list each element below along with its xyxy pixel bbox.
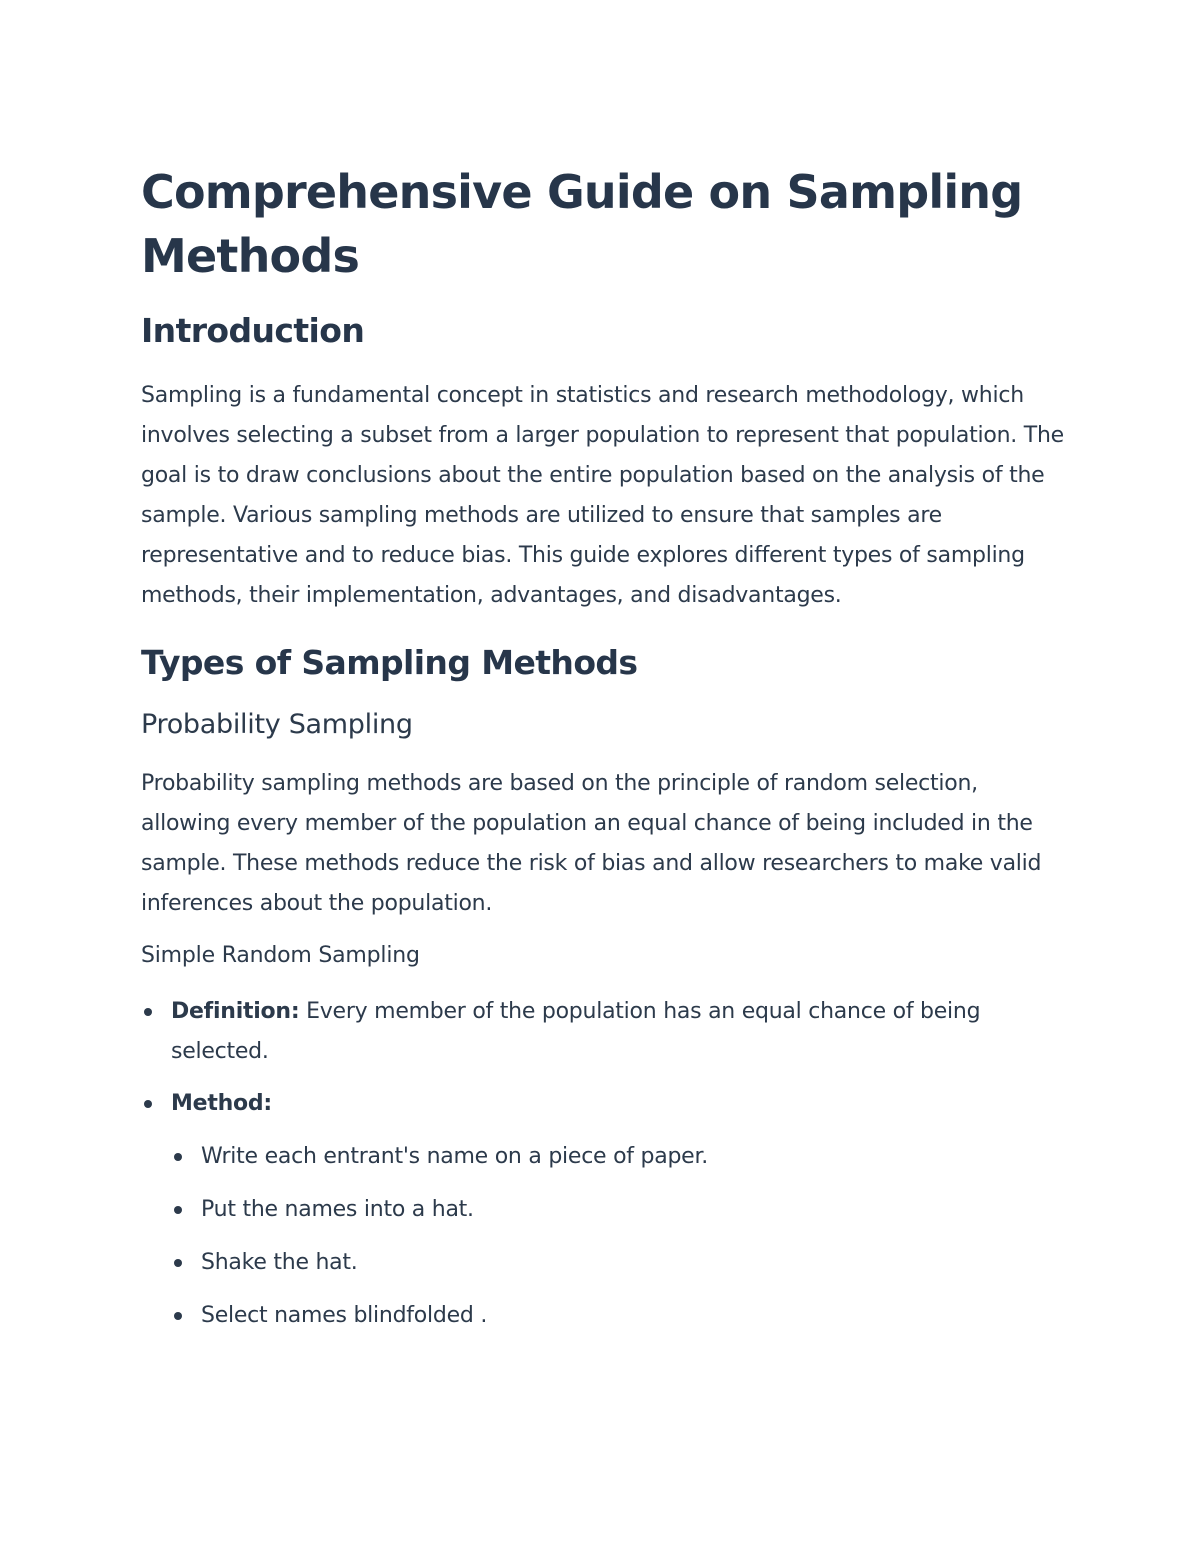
method-step-text: Write each entrant's name on a piece of paper.: [201, 1144, 708, 1169]
method-step-item: [171, 1243, 1066, 1283]
bullet-icon: [144, 1008, 152, 1016]
method-step-item: [171, 1190, 1066, 1230]
bullet-icon: [174, 1153, 182, 1161]
types-heading: Types of Sampling Methods: [141, 643, 638, 682]
definition-label: Definition:: [171, 999, 300, 1024]
bullet-icon: [144, 1100, 152, 1108]
introduction-paragraph: Sampling is a fundamental concept in statistics and research methodology, which involves selecting a subset from a larger population to represent that population. The goal is to draw conclusions about the entire population based on the analysis of the sample. Various sampling methods are utilized to ensure that samples are representative and to reduce bias. This guide explores different types of sampling methods, their implementation, advantages, and disadvantages.: [141, 383, 1064, 608]
simple-random-sampling-heading: Simple Random Sampling: [141, 943, 420, 968]
method-label: Method:: [171, 1091, 272, 1116]
method-step-text: Shake the hat.: [201, 1250, 358, 1275]
definition-text: Every member of the population has an equal chance of being selected.: [171, 999, 981, 1064]
bullet-icon: [174, 1259, 182, 1267]
bullet-icon: [174, 1312, 182, 1320]
method-step-text: Put the names into a hat.: [201, 1197, 474, 1222]
introduction-heading: Introduction: [141, 311, 365, 350]
method-step-item: [171, 1296, 1066, 1336]
document-title: Comprehensive Guide on Sampling Methods: [141, 165, 1023, 283]
method-list-item: [141, 1084, 1066, 1336]
method-step-item: [171, 1137, 1066, 1177]
definition-list-item: [141, 992, 1066, 1072]
probability-sampling-paragraph: Probability sampling methods are based on the principle of random selection, allowing every member of the population an equal chance of being included in the sample. These methods reduce the risk of bias and allow researchers to make valid inferences about the population.: [141, 771, 1042, 916]
document-page: [141, 160, 1066, 1349]
bullet-icon: [174, 1206, 182, 1214]
method-steps-list: [171, 1137, 1066, 1336]
method-step-text: Select names blindfolded .: [201, 1303, 488, 1328]
probability-sampling-heading: Probability Sampling: [141, 709, 413, 740]
simple-random-sampling-list: [141, 992, 1066, 1336]
